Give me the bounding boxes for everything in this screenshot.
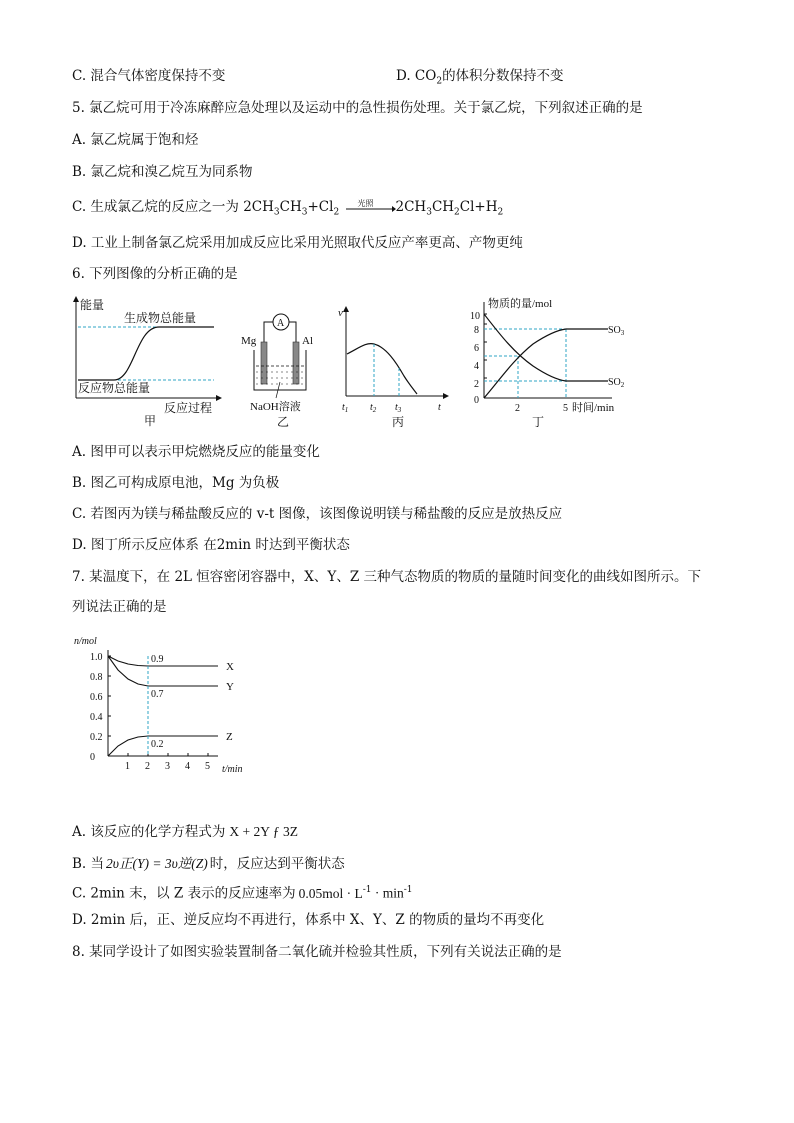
figure-jia bbox=[64, 294, 224, 430]
ammeter-label: A bbox=[277, 318, 285, 329]
series-label-z: Z bbox=[226, 731, 233, 743]
yi-right-label: Al bbox=[302, 335, 313, 347]
energy-curve bbox=[78, 327, 214, 380]
y-tick-label: 0.2 bbox=[90, 732, 103, 743]
q6-option-d: D. 图丁所示反应体系 在2min 时达到平衡状态 bbox=[72, 537, 350, 553]
ding-name: 丁 bbox=[532, 415, 545, 429]
y-tick-label: 0.4 bbox=[90, 712, 103, 723]
ding-ytick-2: 2 bbox=[474, 379, 479, 390]
figure-yi bbox=[236, 308, 326, 432]
x-tick-label: 2 bbox=[145, 761, 150, 772]
arrow-icon bbox=[344, 201, 396, 215]
x-tick-label: 4 bbox=[185, 761, 190, 772]
series-label-x: X bbox=[226, 661, 234, 673]
jia-lower-label: 反应物总能量 bbox=[78, 381, 151, 395]
ding-ytick-10: 10 bbox=[470, 311, 480, 322]
q6-stem: 6. 下列图像的分析正确的是 bbox=[72, 266, 238, 282]
y-arrow-icon bbox=[343, 306, 349, 312]
bing-name: 丙 bbox=[392, 415, 405, 429]
q6-option-b: B. 图乙可构成原电池，Mg 为负极 bbox=[72, 475, 280, 491]
rate-curve bbox=[347, 344, 417, 394]
q4-option-c: C. 混合气体密度保持不变 bbox=[72, 68, 226, 84]
ding-xtick-2: 2 bbox=[515, 403, 520, 414]
q5-option-a: A. 氯乙烷属于饱和烃 bbox=[72, 132, 199, 148]
figure-ding bbox=[458, 292, 638, 432]
q7-ylabel: n/mol bbox=[74, 636, 97, 647]
q7-chart bbox=[72, 630, 262, 780]
bing-t2: $t_2$ bbox=[370, 402, 377, 414]
ding-xlabel: 时间/min bbox=[572, 402, 615, 414]
x-tick-label: 5 bbox=[205, 761, 210, 772]
ding-ytick-8: 8 bbox=[474, 325, 479, 336]
arrow-condition: 光照 bbox=[357, 198, 374, 208]
ding-so2-label: $SO_2$ bbox=[608, 377, 625, 389]
y-arrow-icon bbox=[73, 296, 79, 302]
figure-bing bbox=[334, 304, 454, 430]
yi-left-label: Mg bbox=[241, 335, 257, 347]
y-tick-label: 0 bbox=[90, 752, 95, 763]
ding-xtick-5: 5 bbox=[563, 403, 568, 414]
ding-ylabel: 物质的量/mol bbox=[488, 298, 553, 310]
wire-right bbox=[289, 322, 296, 344]
ding-ytick-0: 0 bbox=[474, 395, 479, 406]
ding-ytick-4: 4 bbox=[474, 361, 479, 372]
q7-stem-line1: 7. 某温度下，在 2L 恒容密闭容器中，X、Y、Z 三种气态物质的物质的量随时间变化的曲线如图所示。下 bbox=[72, 569, 702, 585]
yi-solution-label: NaOH溶液 bbox=[250, 401, 301, 413]
q8-stem: 8. 某同学设计了如图实验装置制备二氧化硫并检验其性质，下列有关说法正确的是 bbox=[72, 944, 562, 960]
q7-stem-line2: 列说法正确的是 bbox=[72, 599, 167, 615]
q4-option-d: D. $CO_2$的体积分数保持不变 bbox=[396, 68, 564, 87]
y-tick-label: 0.8 bbox=[90, 672, 103, 683]
bing-xlabel: t bbox=[438, 402, 441, 413]
yi-name: 乙 bbox=[277, 415, 290, 429]
q5-stem: 5. 氯乙烷可用于冷冻麻醉应急处理以及运动中的急性损伤处理。关于氯乙烷，下列叙述正确的是 bbox=[72, 100, 643, 116]
jia-xlabel: 反应过程 bbox=[164, 401, 213, 415]
y-tick-label: 1.0 bbox=[90, 652, 103, 663]
x-tick-label: 1 bbox=[125, 761, 130, 772]
q5-option-d: D. 工业上制备氯乙烷采用加成反应比采用光照取代反应产率更高、产物更纯 bbox=[72, 235, 523, 251]
so3-curve bbox=[484, 329, 608, 398]
wire-left bbox=[264, 322, 273, 344]
ding-so3-label: $SO_3$ bbox=[608, 325, 625, 337]
x-arrow-icon bbox=[216, 395, 222, 401]
x-tick-label: 3 bbox=[165, 761, 170, 772]
bing-ylabel: v bbox=[338, 307, 343, 319]
q7-option-a: A. 该反应的化学方程式为 X + 2Y ƒ 3Z bbox=[72, 824, 298, 840]
q6-option-c: C. 若图丙为镁与稀盐酸反应的 v-t 图像，该图像说明镁与稀盐酸的反应是放热反应 bbox=[72, 506, 563, 522]
q6-option-a: A. 图甲可以表示甲烷燃烧反应的能量变化 bbox=[72, 444, 320, 460]
annotation-z: 0.2 bbox=[151, 739, 164, 750]
q7-option-d: D. 2min 后，正、逆反应均不再进行，体系中 X、Y、Z 的物质的量均不再变化 bbox=[72, 912, 545, 928]
annotation-x: 0.9 bbox=[151, 654, 164, 665]
y-tick-label: 0.6 bbox=[90, 692, 103, 703]
q7-option-b: B. 当 2υ正(Y) = 3υ逆(Z) 时，反应达到平衡状态 bbox=[72, 856, 345, 872]
q5-option-c: C. 生成氯乙烷的反应之一为 $2CH_3CH_3+Cl_2$ 光照 $2CH_3CH_2Cl+H_2$ bbox=[72, 198, 503, 222]
bing-t3: $t_3$ bbox=[395, 402, 402, 414]
series-label-y: Y bbox=[226, 681, 234, 693]
q5-option-b: B. 氯乙烷和溴乙烷互为同系物 bbox=[72, 164, 253, 180]
ding-ytick-6: 6 bbox=[474, 343, 479, 354]
jia-upper-label: 生成物总能量 bbox=[124, 311, 197, 325]
bing-t1: $t_1$ bbox=[342, 402, 349, 414]
x-arrow-icon bbox=[443, 393, 449, 399]
reaction-arrow bbox=[344, 198, 396, 215]
so2-curve bbox=[484, 314, 608, 381]
jia-name: 甲 bbox=[144, 414, 157, 428]
q7-xlabel: t/min bbox=[222, 764, 243, 775]
annotation-y: 0.7 bbox=[151, 689, 164, 700]
jia-ylabel: 能量 bbox=[80, 298, 105, 312]
q7-option-c: C. 2min 末，以 Z 表示的反应速率为 $0.05mol \cdot L^{-1} \cdot \min^{-1}$ bbox=[72, 885, 413, 902]
